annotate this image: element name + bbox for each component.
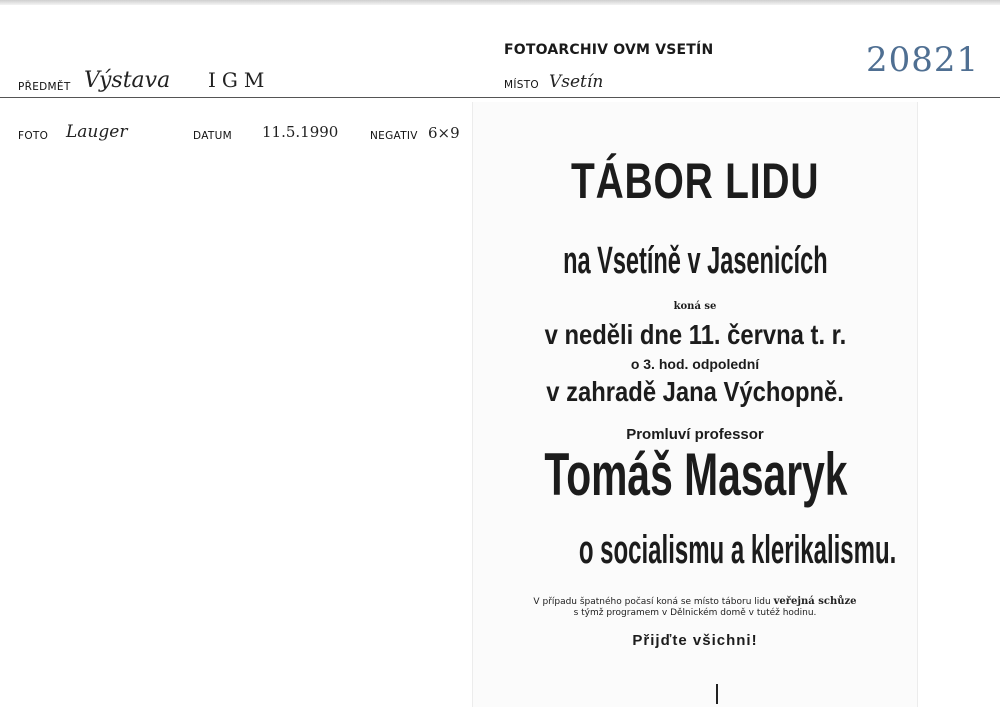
date-label: DATUM: [193, 130, 232, 142]
poster-location: na Vsetíně v Jasenicích: [562, 240, 828, 282]
header-divider: [0, 97, 1000, 98]
subject-value: Výstava: [84, 68, 171, 93]
poster-date: v neděli dne 11. června t. r.: [544, 319, 846, 350]
poster-note-line-2: [473, 608, 917, 618]
poster-line-speaker: [473, 440, 917, 509]
negative-label: NEGATIV: [370, 130, 418, 142]
poster-closing: Přijďte všichni!: [632, 632, 758, 649]
poster-note-1-bold: veřejná schůze: [773, 596, 857, 607]
poster-note-2: s týmž programem v Dělnickém domě v tutéž hodinu.: [573, 608, 817, 618]
scan-top-edge: [0, 0, 1000, 5]
archive-title: FOTOARCHIV OVM VSETÍN: [504, 42, 714, 58]
poster-line-location: [473, 240, 917, 283]
record-number-stamp: 20821: [866, 40, 980, 80]
poster-note-line-1: [473, 596, 917, 607]
poster-photo: [472, 102, 918, 707]
poster-topic: o socialismu a klerikalismu.: [578, 528, 897, 572]
poster-speaker-name: Tomáš Masaryk: [544, 441, 848, 508]
poster-speaker-intro: Promluví professor: [626, 426, 764, 443]
poster-kona-se: koná se: [673, 301, 717, 312]
poster-line-kona-se: [473, 294, 917, 313]
date-value: 11.5.1990: [262, 123, 339, 141]
poster-title: TÁBOR LIDU: [570, 153, 820, 209]
poster-line-tabor-lidu: [473, 152, 917, 210]
place-value: Vsetín: [549, 72, 604, 92]
subject-code: IGM: [208, 68, 271, 92]
place-label: MÍSTO: [504, 79, 539, 91]
poster-line-topic: [473, 528, 917, 573]
poster-note-1: V případu špatného počasí koná se místo táboru lidu: [533, 597, 771, 607]
poster-mark: [716, 684, 718, 704]
poster-garden: v zahradě Jana Výchopně.: [546, 376, 844, 407]
photo-label: FOTO: [18, 130, 49, 142]
poster-time: o 3. hod. odpolední: [630, 356, 760, 372]
negative-value: 6×9: [428, 124, 460, 142]
poster-line-closing: [473, 630, 917, 649]
subject-label: PŘEDMĚT: [18, 81, 71, 93]
poster-line-date: [473, 319, 917, 351]
poster-line-garden: [473, 376, 917, 408]
photo-value: Lauger: [66, 122, 128, 142]
poster-line-time: [473, 354, 917, 373]
